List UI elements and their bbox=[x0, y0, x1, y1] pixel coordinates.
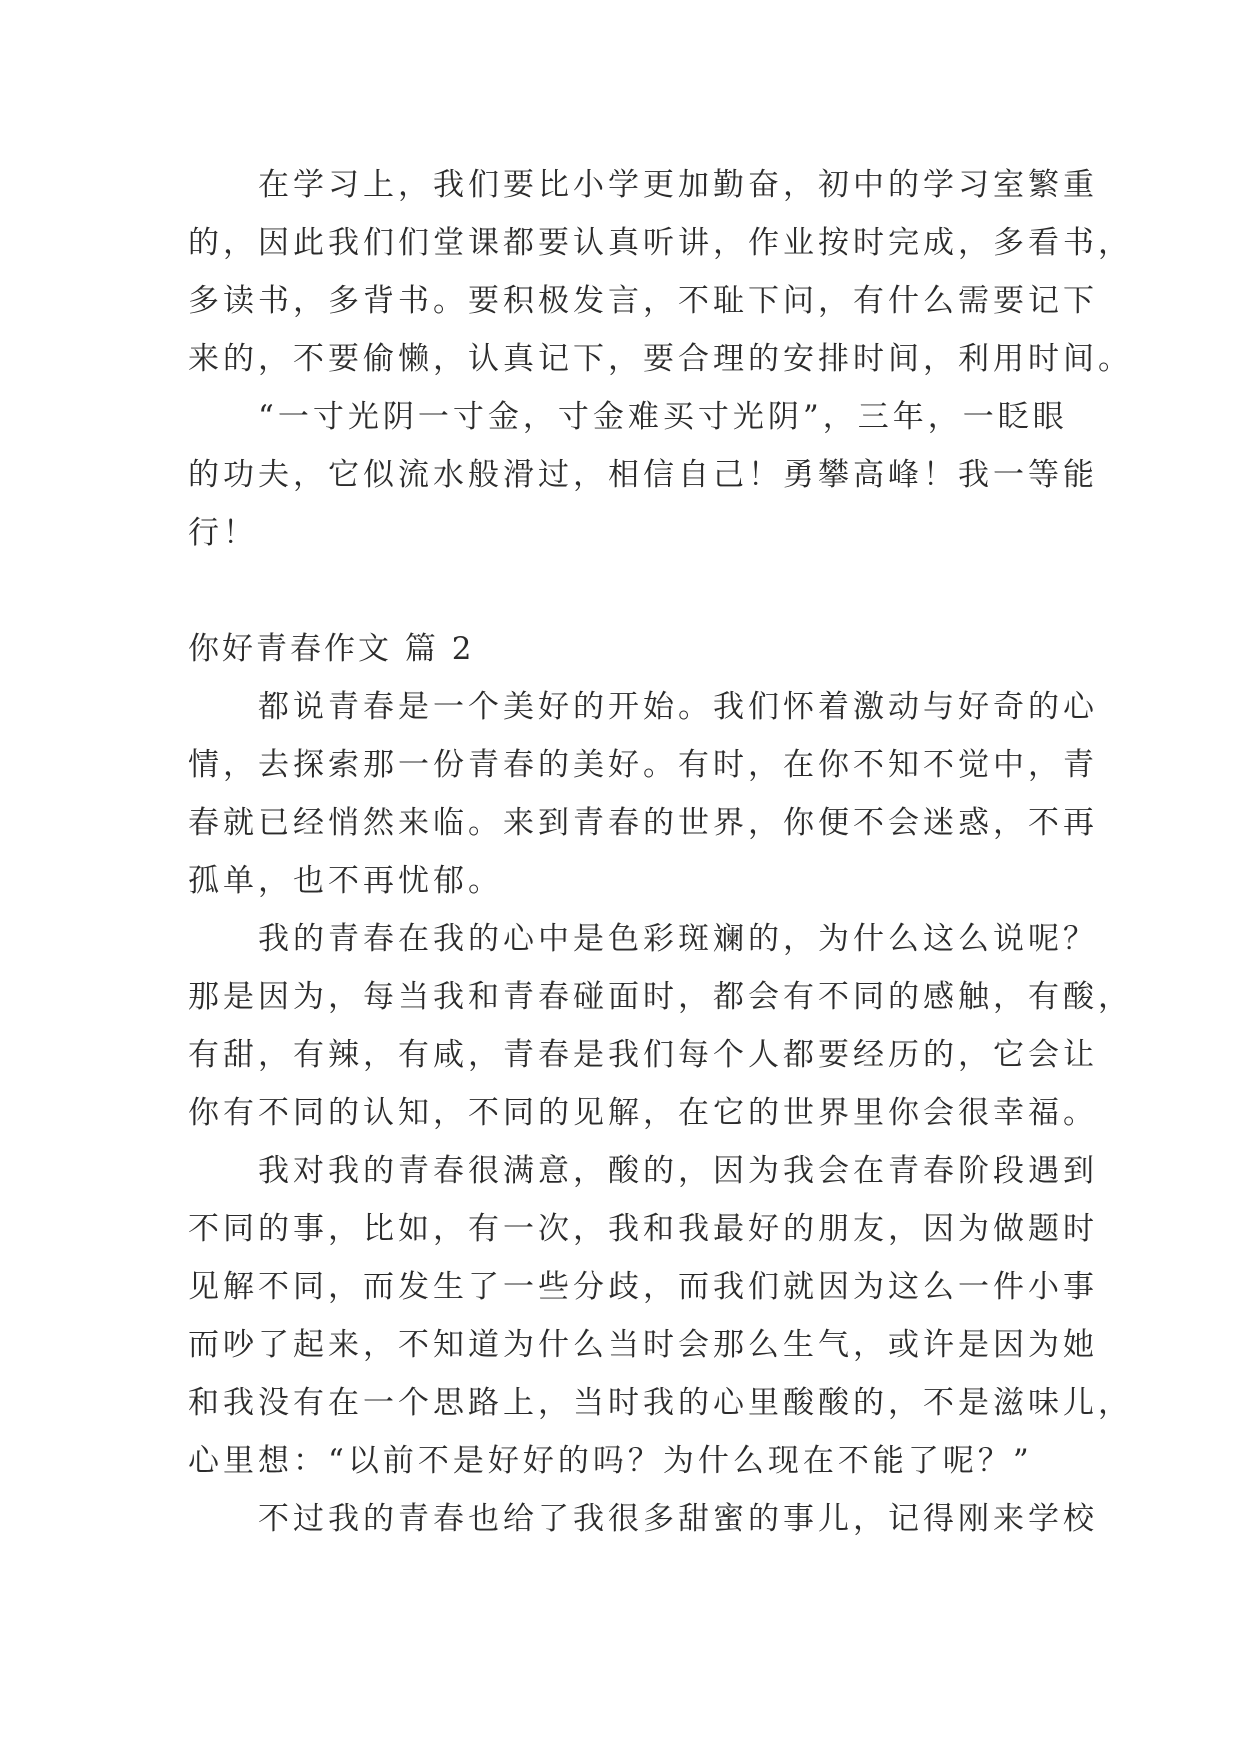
paragraph-line: 那是因为，每当我和青春碰面时，都会有不同的感触，有酸， bbox=[188, 979, 1133, 1015]
paragraph-line: 春就已经悄然来临。来到青春的世界，你便不会迷惑，不再 bbox=[188, 805, 1098, 841]
paragraph-line: 来的，不要偷懒，认真记下，要合理的安排时间，利用时间。 bbox=[188, 341, 1133, 377]
paragraph-line: 的，因此我们们堂课都要认真听讲，作业按时完成，多看书， bbox=[188, 225, 1133, 261]
paragraph-line: 在学习上，我们要比小学更加勤奋，初中的学习室繁重 bbox=[188, 167, 1098, 203]
paragraph-line: 不过我的青春也给了我很多甜蜜的事儿，记得刚来学校 bbox=[188, 1501, 1098, 1537]
paragraph-line: 心里想：“以前不是好好的吗？为什么现在不能了呢？” bbox=[188, 1443, 1033, 1479]
paragraph-line: 你有不同的认知，不同的见解，在它的世界里你会很幸福。 bbox=[188, 1095, 1098, 1131]
paragraph-line: 情，去探索那一份青春的美好。有时，在你不知不觉中，青 bbox=[188, 747, 1098, 783]
essay-heading: 你好青春作文 篇 2 bbox=[188, 631, 475, 667]
paragraph-line: 我对我的青春很满意，酸的，因为我会在青春阶段遇到 bbox=[188, 1153, 1098, 1189]
paragraph-line: 孤单，也不再忧郁。 bbox=[188, 863, 503, 899]
paragraph-line: “一寸光阴一寸金，寸金难买寸光阴”，三年，一眨眼 bbox=[188, 399, 1068, 435]
paragraph-line: 而吵了起来，不知道为什么当时会那么生气，或许是因为她 bbox=[188, 1327, 1098, 1363]
paragraph-line: 的功夫，它似流水般滑过，相信自己！勇攀高峰！我一等能 bbox=[188, 457, 1098, 493]
essay-section-1 bbox=[188, 156, 1133, 562]
paragraph-line: 我的青春在我的心中是色彩斑斓的，为什么这么说呢？ bbox=[188, 921, 1098, 957]
paragraph-line: 和我没有在一个思路上，当时我的心里酸酸的，不是滋味儿， bbox=[188, 1385, 1133, 1421]
paragraph-line: 见解不同，而发生了一些分歧，而我们就因为这么一件小事 bbox=[188, 1269, 1098, 1305]
paragraph-line: 不同的事，比如，有一次，我和我最好的朋友，因为做题时 bbox=[188, 1211, 1098, 1247]
essay-section-2 bbox=[188, 620, 1133, 1548]
paragraph-line: 多读书，多背书。要积极发言，不耻下问，有什么需要记下 bbox=[188, 283, 1098, 319]
paragraph-line: 行！ bbox=[188, 515, 258, 551]
paragraph-line: 有甜，有辣，有咸，青春是我们每个人都要经历的，它会让 bbox=[188, 1037, 1098, 1073]
paragraph-line: 都说青春是一个美好的开始。我们怀着激动与好奇的心 bbox=[188, 689, 1098, 725]
